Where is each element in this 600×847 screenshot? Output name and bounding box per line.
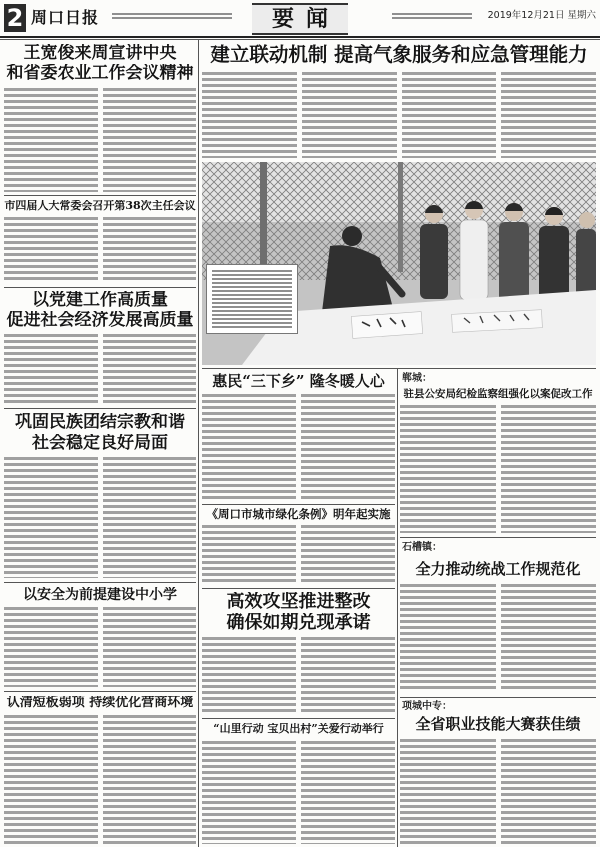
article-body-column <box>301 637 395 715</box>
issue-date: 2019年12月21日 星期六 <box>487 10 596 21</box>
article-body-column <box>4 217 98 283</box>
page-number: 2 <box>4 4 26 32</box>
article-body-column <box>103 715 197 844</box>
article-body <box>202 394 395 500</box>
article-headline: 社会稳定良好局面 <box>32 434 168 453</box>
article-headline: 以安全为前提建设中小学 <box>23 587 177 603</box>
photo-caption-text <box>212 270 292 328</box>
article-kicker: 石槽镇： <box>402 542 442 553</box>
article-body-column <box>402 72 497 158</box>
article-body-column <box>302 72 397 158</box>
article-body-column <box>202 72 297 158</box>
article-body-column <box>4 88 98 192</box>
article-body-column <box>202 741 296 844</box>
article-body-column <box>400 405 496 533</box>
article-headline: 全省职业技能大赛获佳绩 <box>415 716 581 733</box>
article-body-column <box>202 394 296 500</box>
article-headline: 惠民“三下乡” 隆冬暖人心 <box>212 373 385 390</box>
article-body-column <box>501 739 597 844</box>
article-body <box>202 637 395 715</box>
article-headline: “山里行动 宝贝出村”关爱行动举行 <box>213 723 384 735</box>
header-contact-line <box>392 13 472 19</box>
article-body-column <box>202 525 296 585</box>
article-body-column <box>400 584 496 692</box>
article-body-column <box>501 584 597 692</box>
article-headline: 王宽俊来周宣讲中央 <box>23 44 177 63</box>
article-body-column <box>103 334 197 404</box>
header-rule <box>0 36 600 38</box>
photo-post <box>398 162 403 272</box>
lead-headline: 建立联动机制 提高气象服务和应急管理能力 <box>210 44 588 66</box>
article-body-column <box>4 715 98 844</box>
article-body-column <box>400 739 496 844</box>
article-rule <box>4 582 196 583</box>
header-rule-thin <box>0 39 600 40</box>
article-body <box>4 88 196 192</box>
article-body-column <box>103 217 197 283</box>
article-rule <box>202 588 395 589</box>
article-kicker: 项城中专： <box>402 701 452 712</box>
article-body <box>4 607 196 687</box>
article-body <box>4 715 196 844</box>
article-body-column <box>4 334 98 404</box>
article-rule <box>400 697 596 698</box>
article-rule <box>202 718 395 719</box>
paper-name: 周口日报 <box>31 8 100 27</box>
article-body-column <box>202 637 296 715</box>
article-headline: 全力推动统战工作规范化 <box>415 561 581 578</box>
article-kicker: 郸城： <box>402 373 432 384</box>
article-headline: 和省委农业工作会议精神 <box>6 64 194 83</box>
photo-rule <box>202 368 596 369</box>
article-body-column <box>103 607 197 687</box>
article-body <box>400 584 596 692</box>
article-headline: 认清短板弱项 持续优化营商环境 <box>6 696 194 710</box>
article-body-column <box>301 741 395 844</box>
article-body <box>202 525 395 585</box>
article-body-column <box>501 72 596 158</box>
article-body-column <box>103 457 197 578</box>
article-headline: 市四届人大常委会召开第38次主任会议 <box>4 200 196 212</box>
header-editor-line <box>112 13 232 19</box>
article-headline: 以党建工作高质量 <box>32 291 168 310</box>
article-body-column <box>4 607 98 687</box>
article-headline: 确保如期兑现承诺 <box>226 613 371 633</box>
article-body-column <box>501 405 597 533</box>
article-headline: 高效攻坚推进整改 <box>226 592 371 612</box>
article-rule <box>4 691 196 692</box>
article-body <box>4 457 196 578</box>
article-body-column <box>301 525 395 585</box>
section-title: 要闻 <box>252 3 348 35</box>
article-body <box>202 741 395 844</box>
article-rule <box>4 287 196 288</box>
photo-caption <box>206 264 298 334</box>
article-headline: 驻县公安局纪检监察组强化以案促改工作 <box>403 388 593 400</box>
article-headline: 巩固民族团结宗教和谐 <box>15 413 185 432</box>
column-divider <box>397 368 398 847</box>
photo-paper <box>351 312 422 339</box>
article-body-column <box>103 88 197 192</box>
article-body <box>4 334 196 404</box>
article-body <box>400 405 596 533</box>
article-rule <box>4 195 196 196</box>
article-body-column <box>4 457 98 578</box>
article-rule <box>4 408 196 409</box>
article-rule <box>202 504 395 505</box>
article-body <box>400 739 596 844</box>
article-headline: 促进社会经济发展高质量 <box>6 311 194 330</box>
article-rule <box>400 537 596 538</box>
column-divider <box>198 40 199 847</box>
article-headline: 《周口市城市绿化条例》明年起实施 <box>206 508 391 521</box>
article-body-column <box>301 394 395 500</box>
lead-body <box>202 72 596 158</box>
article-body <box>4 217 196 283</box>
